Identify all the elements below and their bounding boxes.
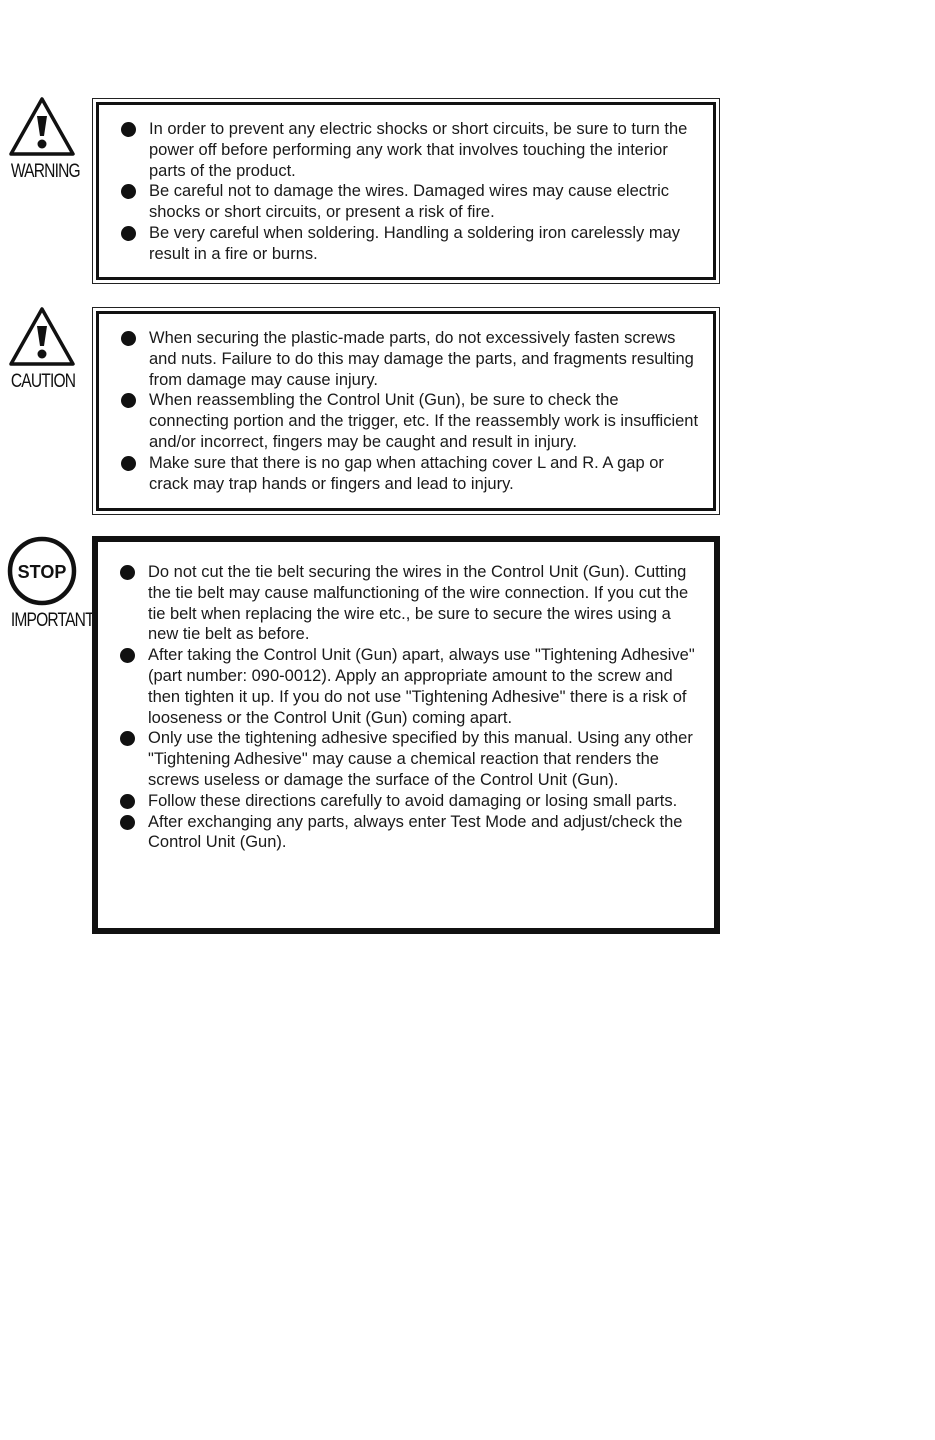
warning-box — [92, 98, 720, 284]
warning-list — [115, 119, 699, 265]
list-item: When securing the plastic-made parts, do not excessively fasten screws and nuts. Failure to do this may damage the parts, and fragments resulting from damage may cause injury. — [115, 328, 699, 390]
list-item: Follow these directions carefully to avoid damaging or losing small parts. — [114, 791, 700, 812]
warning-symbol — [4, 96, 80, 183]
warning-label: WARNING — [10, 161, 80, 182]
caution-symbol — [4, 306, 80, 393]
caution-label: CAUTION — [10, 371, 76, 392]
list-item: Do not cut the tie belt securing the wires in the Control Unit (Gun). Cutting the tie belt may cause malfunctioning of the wire connection. If you cut the tie belt when replacing the wire etc., be sure to secure the wires using a new tie belt as before. — [114, 562, 700, 645]
important-list — [114, 562, 700, 853]
list-item: After exchanging any parts, always enter Test Mode and adjust/check the Control Unit (Gun). — [114, 812, 700, 854]
list-item: Make sure that there is no gap when attaching cover L and R. A gap or crack may trap hands or fingers and lead to injury. — [115, 453, 699, 495]
important-label: IMPORTANT — [10, 610, 94, 631]
list-item: Only use the tightening adhesive specified by this manual. Using any other "Tightening Adhesive" may cause a chemical reaction that renders the screws useless or damage the surface of the Control Unit (Gun). — [114, 728, 700, 790]
important-symbol — [4, 535, 94, 632]
warning-triangle-icon — [8, 96, 76, 158]
caution-list — [115, 328, 699, 494]
caution-triangle-icon — [8, 306, 76, 368]
list-item: In order to prevent any electric shocks or short circuits, be sure to turn the power off before performing any work that involves touching the interior parts of the product. — [115, 119, 699, 181]
list-item: When reassembling the Control Unit (Gun), be sure to check the connecting portion and the trigger, etc. If the reassembly work is insufficient and/or incorrect, fingers may be caught and result in injury. — [115, 390, 699, 452]
important-box — [92, 536, 720, 934]
caution-box — [92, 307, 720, 515]
stop-sign-text: STOP — [17, 562, 67, 582]
list-item: Be careful not to damage the wires. Damaged wires may cause electric shocks or short circuits, or present a risk of fire. — [115, 181, 699, 223]
stop-sign-icon — [6, 535, 78, 607]
list-item: After taking the Control Unit (Gun) apart, always use "Tightening Adhesive" (part number: 090-0012). Apply an appropriate amount to the screw and then tighten it up. If you do not use "Tightening Adhesive" there is a risk of looseness or the Control Unit (Gun) coming apart. — [114, 645, 700, 728]
list-item: Be very careful when soldering. Handling a soldering iron carelessly may result in a fire or burns. — [115, 223, 699, 265]
